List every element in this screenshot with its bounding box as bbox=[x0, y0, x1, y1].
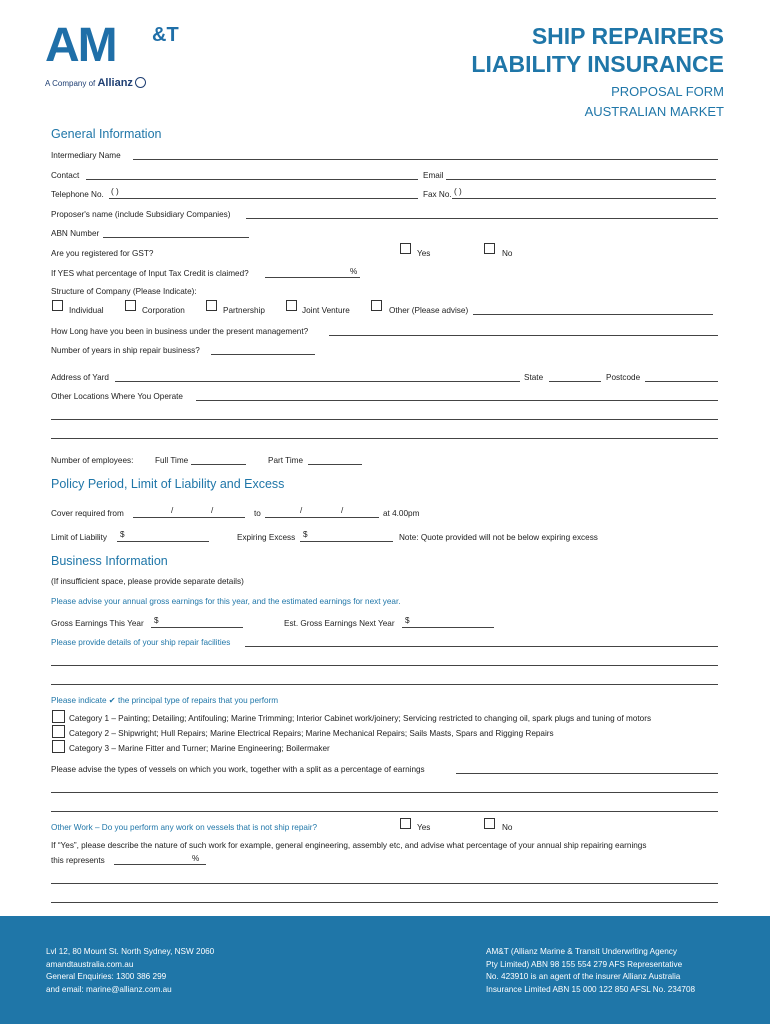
individual-checkbox[interactable] bbox=[52, 300, 63, 311]
gst-yes-label: Yes bbox=[417, 249, 431, 258]
other-locations-field[interactable] bbox=[196, 400, 718, 401]
structure-label: Structure of Company (Please Indicate): bbox=[51, 287, 197, 296]
this-represents-field[interactable] bbox=[114, 864, 206, 865]
allianz-tagline bbox=[45, 77, 146, 89]
itc-label: If YES what percentage of Input Tax Credit is claimed? bbox=[51, 269, 249, 278]
this-represents-label: this represents bbox=[51, 856, 105, 865]
other-work-yes-label: Yes bbox=[417, 823, 431, 832]
email-label: Email bbox=[423, 171, 444, 180]
category-3-checkbox[interactable] bbox=[52, 740, 65, 753]
contact-label: Contact bbox=[51, 171, 80, 180]
amt-logo-amp: &T bbox=[152, 24, 179, 46]
corporation-checkbox[interactable] bbox=[125, 300, 136, 311]
cover-from-field[interactable] bbox=[133, 517, 245, 518]
gst-no-label: No bbox=[502, 249, 513, 258]
other-structure-checkbox[interactable] bbox=[371, 300, 382, 311]
partnership-label: Partnership bbox=[223, 306, 265, 315]
facilities-field[interactable] bbox=[245, 646, 718, 647]
other-structure-label: Other (Please advise) bbox=[389, 306, 469, 315]
allianz-icon bbox=[135, 77, 146, 88]
excess-field[interactable] bbox=[300, 541, 393, 542]
email-field[interactable] bbox=[446, 179, 716, 180]
allianz-brand: Allianz bbox=[97, 77, 133, 89]
title-line-2: LIABILITY INSURANCE bbox=[471, 51, 724, 77]
page-title bbox=[471, 22, 724, 78]
joint-venture-label: Joint Venture bbox=[302, 306, 350, 315]
gross-next-label: Est. Gross Earnings Next Year bbox=[284, 619, 395, 628]
business-heading: Business Information bbox=[51, 554, 168, 568]
cover-to-slash-1: / bbox=[300, 506, 303, 515]
corporation-label: Corporation bbox=[142, 306, 185, 315]
category-2-label: Category 2 – Shipwright; Hull Repairs; Marine Electrical Repairs; Marine Mechanical Repairs; Sails Masts, Spars and Rigging Repairs bbox=[69, 729, 554, 738]
state-label: State bbox=[524, 373, 544, 382]
fax-area-code: ( ) bbox=[454, 187, 462, 196]
abn-field[interactable] bbox=[103, 237, 249, 238]
footer-legal-line: No. 423910 is an agent of the insurer Allianz Australia bbox=[486, 972, 681, 981]
facilities-line-3[interactable] bbox=[51, 684, 718, 685]
cover-to-label: to bbox=[254, 509, 261, 518]
title-line-1: SHIP REPAIRERS bbox=[531, 23, 724, 49]
category-1-label: Category 1 – Painting; Detailing; Antifouling; Marine Trimming; Interior Cabinet work/joinery; Servicing restricted to changing oil, spark plugs and tuning of motors bbox=[69, 714, 652, 723]
earnings-instruction: Please advise your annual gross earnings for this year, and the estimated earnings for next year. bbox=[51, 597, 401, 606]
footer-website[interactable]: amandtaustralia.com.au bbox=[46, 959, 134, 969]
gst-question: Are you registered for GST? bbox=[51, 249, 154, 258]
gross-next-field[interactable] bbox=[402, 627, 494, 628]
this-represents-percent: % bbox=[192, 854, 200, 863]
excess-label: Expiring Excess bbox=[237, 533, 296, 542]
category-2-checkbox[interactable] bbox=[52, 725, 65, 738]
state-field[interactable] bbox=[549, 381, 601, 382]
vessels-line-2[interactable] bbox=[51, 792, 718, 793]
contact-field[interactable] bbox=[86, 179, 418, 180]
intermediary-label: Intermediary Name bbox=[51, 151, 121, 160]
other-work-line-2[interactable] bbox=[51, 902, 718, 903]
gross-this-label: Gross Earnings This Year bbox=[51, 619, 144, 628]
postcode-label: Postcode bbox=[606, 373, 641, 382]
part-time-label: Part Time bbox=[268, 456, 304, 465]
facilities-label: Please provide details of your ship repair facilities bbox=[51, 638, 231, 647]
footer-legal bbox=[486, 946, 722, 996]
facilities-line-2[interactable] bbox=[51, 665, 718, 666]
amt-logo: AM bbox=[45, 19, 116, 72]
excess-dollar: $ bbox=[303, 530, 308, 539]
address-label: Address of Yard bbox=[51, 373, 109, 382]
cover-from-slash-2: / bbox=[211, 506, 214, 515]
itc-field[interactable] bbox=[265, 277, 360, 278]
address-field[interactable] bbox=[115, 381, 520, 382]
if-yes-instruction: If “Yes”, please describe the nature of such work for example, general engineering, assembly etc, and advise what percentage of your annual ship repairing earnings bbox=[51, 841, 647, 850]
intermediary-field[interactable] bbox=[133, 159, 718, 160]
limit-label: Limit of Liability bbox=[51, 533, 107, 542]
limit-dollar: $ bbox=[120, 530, 125, 539]
footer-address-line: Lvl 12, 80 Mount St. North Sydney, NSW 2060 bbox=[46, 947, 215, 956]
full-time-field[interactable] bbox=[191, 464, 246, 465]
gross-next-dollar: $ bbox=[405, 616, 410, 625]
cover-label: Cover required from bbox=[51, 509, 124, 518]
fax-label: Fax No. bbox=[423, 190, 452, 199]
policy-heading: Policy Period, Limit of Liability and Excess bbox=[51, 477, 285, 491]
other-work-line-1[interactable] bbox=[51, 883, 718, 884]
how-long-label: How Long have you been in business under the present management? bbox=[51, 327, 309, 336]
joint-venture-checkbox[interactable] bbox=[286, 300, 297, 311]
gross-this-dollar: $ bbox=[154, 616, 159, 625]
years-label: Number of years in ship repair business? bbox=[51, 346, 200, 355]
other-locations-line-2[interactable] bbox=[51, 419, 718, 420]
telephone-field[interactable] bbox=[109, 198, 418, 199]
telephone-label: Telephone No. bbox=[51, 190, 104, 199]
full-time-label: Full Time bbox=[155, 456, 189, 465]
footer-address bbox=[46, 946, 214, 996]
vessels-field[interactable] bbox=[456, 773, 718, 774]
cover-to-slash-2: / bbox=[341, 506, 344, 515]
postcode-field[interactable] bbox=[645, 381, 718, 382]
individual-label: Individual bbox=[69, 306, 104, 315]
repair-type-instruction: Please indicate ✔ the principal type of repairs that you perform bbox=[51, 696, 279, 705]
limit-field[interactable] bbox=[117, 541, 209, 542]
page-subtitle bbox=[585, 82, 724, 122]
category-3-label: Category 3 – Marine Fitter and Turner; Marine Engineering; Boilermaker bbox=[69, 744, 330, 753]
footer bbox=[0, 916, 770, 1024]
other-work-no-checkbox[interactable] bbox=[484, 818, 495, 829]
excess-note: Note: Quote provided will not be below expiring excess bbox=[399, 533, 598, 542]
itc-percent: % bbox=[350, 267, 358, 276]
general-info-heading: General Information bbox=[51, 127, 162, 141]
proposer-field[interactable] bbox=[246, 218, 718, 219]
cover-from-slash-1: / bbox=[171, 506, 174, 515]
category-1-checkbox[interactable] bbox=[52, 710, 65, 723]
footer-legal-line: AM&T (Allianz Marine & Transit Underwriting Agency bbox=[486, 947, 677, 956]
how-long-field[interactable] bbox=[329, 335, 718, 336]
vessels-line-3[interactable] bbox=[51, 811, 718, 812]
footer-legal-line: Pty Limited) ABN 98 155 554 279 AFS Representative bbox=[486, 959, 683, 969]
years-field[interactable] bbox=[211, 354, 315, 355]
partnership-checkbox[interactable] bbox=[206, 300, 217, 311]
gross-this-field[interactable] bbox=[151, 627, 243, 628]
footer-email[interactable]: and email: marine@allianz.com.au bbox=[46, 984, 172, 994]
subtitle-line-1: PROPOSAL FORM bbox=[611, 84, 724, 99]
cover-to-field[interactable] bbox=[265, 517, 379, 518]
part-time-field[interactable] bbox=[308, 464, 362, 465]
fax-field[interactable] bbox=[452, 198, 716, 199]
employees-label: Number of employees: bbox=[51, 456, 134, 465]
gst-yes-checkbox[interactable] bbox=[400, 243, 411, 254]
proposer-label: Proposer's name (include Subsidiary Companies) bbox=[51, 210, 231, 219]
footer-legal-line: Insurance Limited ABN 15 000 122 850 AFSL No. 234708 bbox=[486, 984, 696, 994]
other-structure-field[interactable] bbox=[473, 314, 713, 315]
telephone-area-code: ( ) bbox=[111, 187, 119, 196]
cover-at-label: at 4.00pm bbox=[383, 509, 420, 518]
other-work-question: Other Work – Do you perform any work on vessels that is not ship repair? bbox=[51, 823, 318, 832]
gst-no-checkbox[interactable] bbox=[484, 243, 495, 254]
footer-enquiries: General Enquiries: 1300 386 299 bbox=[46, 972, 167, 981]
tagline-prefix: A Company of bbox=[45, 79, 96, 88]
insufficient-note: (If insufficient space, please provide separate details) bbox=[51, 577, 244, 586]
other-locations-line-3[interactable] bbox=[51, 438, 718, 439]
other-work-no-label: No bbox=[502, 823, 513, 832]
vessels-label: Please advise the types of vessels on which you work, together with a split as a percentage of earnings bbox=[51, 765, 425, 774]
abn-label: ABN Number bbox=[51, 229, 100, 238]
subtitle-line-2: AUSTRALIAN MARKET bbox=[584, 104, 724, 119]
other-locations-label: Other Locations Where You Operate bbox=[51, 392, 183, 401]
other-work-yes-checkbox[interactable] bbox=[400, 818, 411, 829]
